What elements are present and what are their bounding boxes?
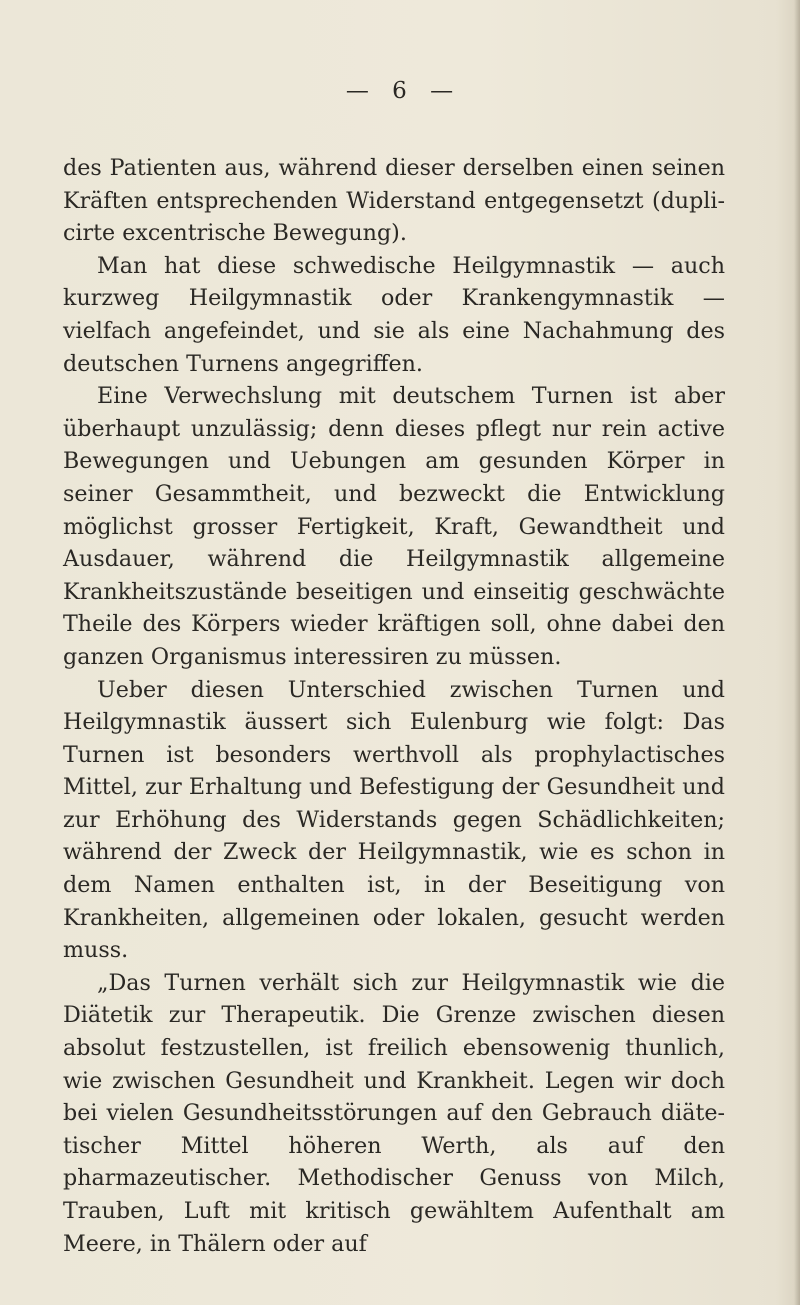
paragraph-eulenburg-difference: Ueber diesen Unterschied zwischen Turnen und Heilgymnastik äussert sich Eulenburg wie folgt: Das Turnen ist besonders werthvoll als prophylactisches Mittel, zur Erhaltung und Befestigung der Gesundheit und zur Erhöhung des Widerstands gegen Schädlichkeiten; während der Zweck der Heilgymnastik, wie es schon in dem Namen enthalten ist, in der Beseitigung von Krankheiten, allgemeinen oder lokalen, gesucht werden muss. bbox=[63, 676, 725, 964]
paragraph-confusion-with-turnen: Eine Verwechslung mit deutschem Turnen ist aber überhaupt unzulässig; denn dieses pflegt nur rein active Bewegungen und Uebungen am gesunden Körper in seiner Gesammtheit, und bezweckt die Entwicklung möglichst grosser Fertigkeit, Kraft, Gewandtheit und Ausdauer, während die Heilgymnastik allgemeine Krankheitszustände beseitigen und einseitig geschwächte Theile des Körpers wieder kräftigen soll, ohne dabei den ganzen Organismus interessiren zu müssen. bbox=[63, 383, 725, 670]
page-number: — 6 — bbox=[345, 78, 455, 104]
page-edge-shadow bbox=[794, 0, 800, 1305]
paragraph-continuation: des Patienten aus, während dieser derselben einen seinen Kräften entsprechenden Widerstand entgegensetzt (duplicirte excentrische Bewegung). bbox=[63, 155, 725, 247]
paragraph-swedish-gymnastics: Man hat diese schwedische Heilgymnastik — auch kurzweg Heilgymnastik oder Krankengymnastik — vielfach angefeindet, und sie als eine Nachahmung des deutschen Turnens angegriffen. bbox=[63, 252, 725, 377]
paragraph-quote-dietetics: „Das Turnen verhält sich zur Heilgymnastik wie die Diätetik zur Therapeutik. Die Grenze zwischen diesen absolut festzustellen, ist freilich ebensowenig thunlich, wie zwischen Gesundheit und Krankheit. Legen wir doch bei vielen Gesundheitsstörungen auf den Gebrauch diätetischer Mittel höheren Werth, als auf den pharmazeutischer. Methodischer Genuss von Milch, Trauben, Luft mit kritisch gewähltem Aufenthalt am Meere, in Thälern oder auf bbox=[63, 969, 725, 1257]
body-text bbox=[63, 152, 725, 1260]
